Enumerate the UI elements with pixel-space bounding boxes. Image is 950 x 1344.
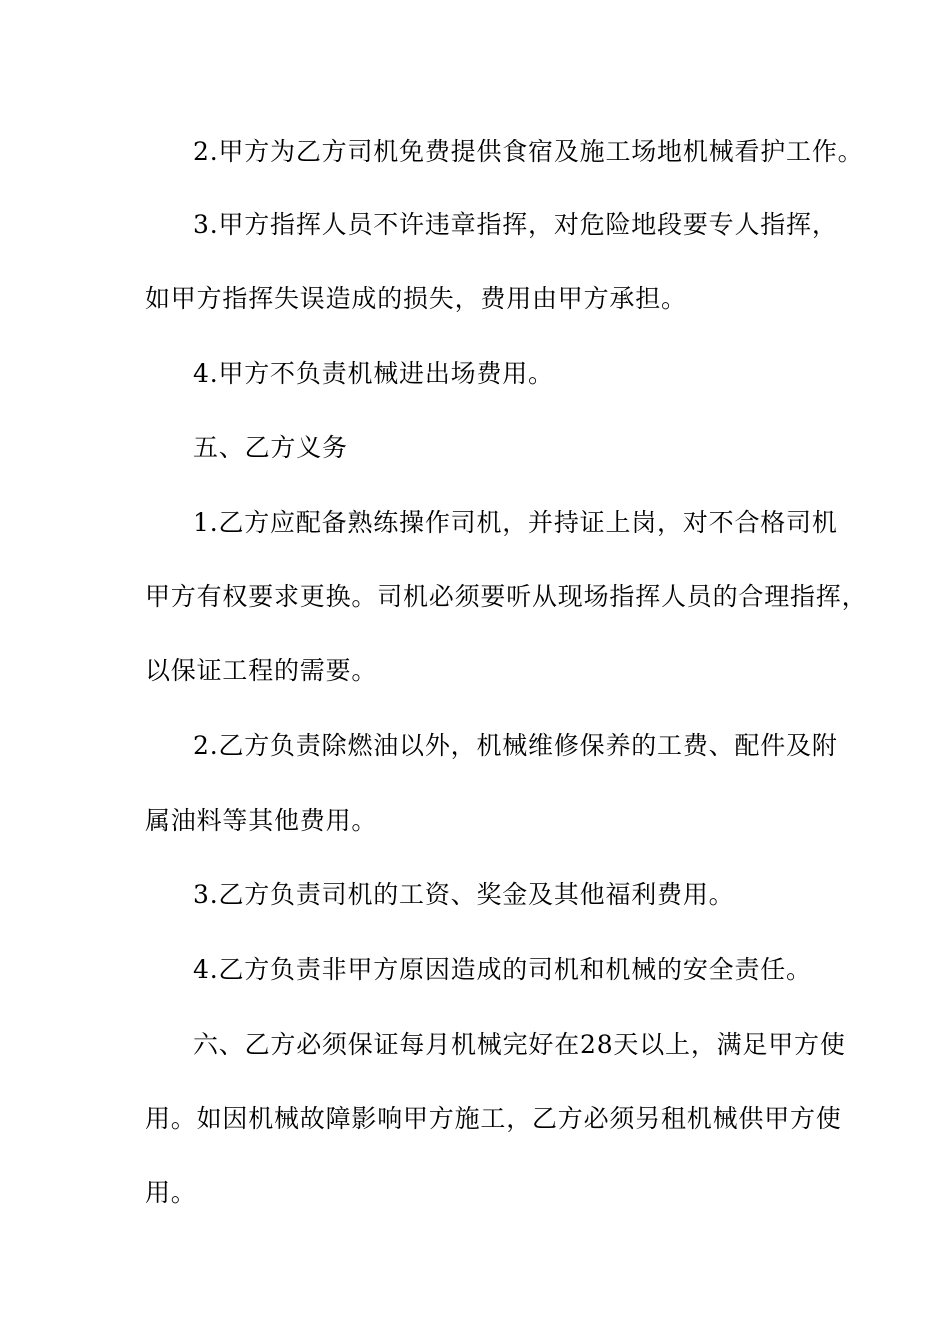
paragraph-line: 3.甲方指挥人员不许违章指挥，对危险地段要专人指挥， bbox=[193, 210, 838, 239]
section-heading: 五、乙方义务 bbox=[193, 433, 348, 462]
paragraph-line: 如甲方指挥失误造成的损失，费用由甲方承担。 bbox=[145, 284, 687, 313]
paragraph-line: 1.乙方应配备熟练操作司机，并持证上岗，对不合格司机 bbox=[193, 508, 838, 537]
paragraph-line: 用。 bbox=[145, 1178, 197, 1207]
paragraph-line: 属油料等其他费用。 bbox=[145, 806, 378, 835]
paragraph-line: 2.乙方负责除燃油以外，机械维修保养的工费、配件及附 bbox=[193, 731, 838, 760]
paragraph-line: 六、乙方必须保证每月机械完好在28天以上，满足甲方使 bbox=[193, 1030, 846, 1059]
paragraph-line: 2.甲方为乙方司机免费提供食宿及施工场地机械看护工作。 bbox=[193, 137, 864, 166]
paragraph-line: 用。如因机械故障影响甲方施工，乙方必须另租机械供甲方使 bbox=[145, 1104, 842, 1133]
paragraph-line: 3.乙方负责司机的工资、奖金及其他福利费用。 bbox=[193, 880, 735, 909]
paragraph-line: 甲方有权要求更换。司机必须要听从现场指挥人员的合理指挥， bbox=[145, 582, 868, 611]
paragraph-line: 4.乙方负责非甲方原因造成的司机和机械的安全责任。 bbox=[193, 955, 812, 984]
paragraph-line: 4.甲方不负责机械进出场费用。 bbox=[193, 359, 554, 388]
paragraph-line: 以保证工程的需要。 bbox=[145, 656, 378, 685]
